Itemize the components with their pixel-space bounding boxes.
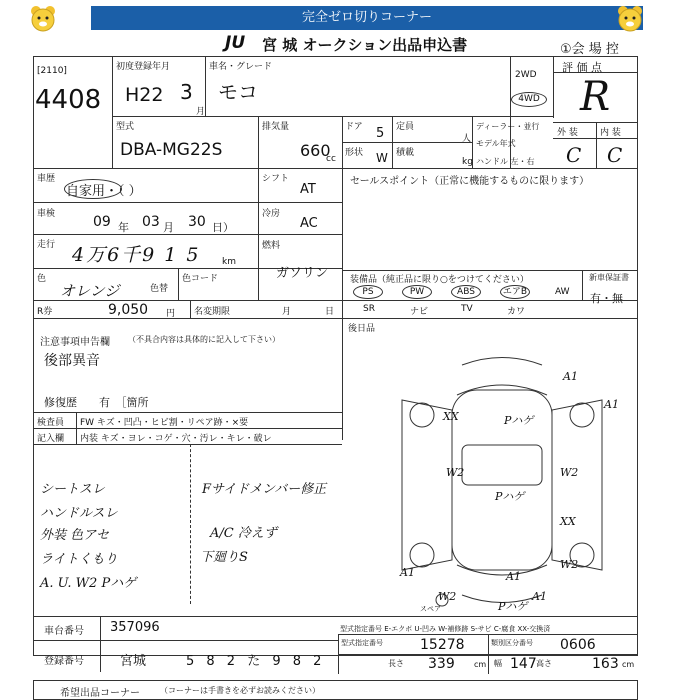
name-change-day: 日 (325, 307, 335, 317)
notes-hint: （不具合内容は具体的に記入して下さい） (128, 335, 280, 344)
load-unit: kg (462, 157, 473, 167)
height-label: 高さ (536, 659, 552, 668)
handwritten-right-3: 下廻りS (200, 550, 248, 565)
diagram-mark-w2-right: W2 (560, 466, 579, 479)
diagram-mark-a1-rear-left: A1 (400, 566, 415, 579)
inspection-day: 30 (188, 214, 206, 230)
recycle-label: R券 (37, 307, 53, 317)
diagram-mark-a1-bumper: A1 (532, 590, 547, 603)
equipment-label: 装備品（純正品に限り○をつけてください） (350, 275, 529, 285)
car-name-value: モコ (218, 80, 258, 104)
inspection-label: 車検 (37, 209, 56, 219)
color-value: オレンジ (60, 282, 120, 300)
equipment-navi: ナビ (410, 307, 429, 317)
evaluation-label: 評 価 点 (562, 61, 602, 74)
doors-value: 5 (376, 126, 385, 141)
doors-label: ドア (345, 122, 363, 132)
equipment-aw: AW (555, 287, 570, 297)
plate-label: 登録番号 (44, 656, 84, 667)
registration-month-unit: 月 (196, 107, 206, 117)
handwritten-left-2: ハンドルスレ (40, 506, 118, 521)
warranty-label: 新車保証書 (589, 273, 629, 282)
usage-label: 車歴 (37, 174, 56, 184)
color-code-label: 色コード (182, 274, 219, 284)
fuel-value: ガソリン (276, 266, 329, 281)
later-items-label: 後日品 (348, 324, 376, 334)
diagram-mark-phage-bumper: Pハゲ (498, 600, 528, 613)
handwritten-left-4: ライトくもり (40, 552, 118, 567)
plate-number: 5 8 2 た 9 8 2 (186, 654, 326, 669)
usage-value: 自家用・（ ） (66, 184, 142, 199)
height-unit: cm (622, 660, 635, 669)
inspector-row2: 内装 キズ・ヨレ・コゲ・穴・汚レ・キレ・破レ (80, 434, 272, 444)
exterior-label: 外 装 (557, 128, 578, 138)
fuel-label: 燃料 (262, 241, 281, 251)
equipment-pw: PW (402, 285, 432, 299)
color-change-label: 色替 (150, 284, 169, 294)
diagram-mark-xx-right-rear: XX (560, 515, 576, 528)
recycle-value: 9,050 (108, 302, 149, 318)
notes-label: 注意事項申告欄 (40, 337, 110, 348)
inspection-day-unit: 日） (212, 221, 234, 234)
lot-code: [2110] (37, 66, 67, 76)
diagram-mark-w2-bumper: W2 (438, 590, 457, 603)
diagram-mark-a1-right: A1 (604, 398, 619, 411)
lot-number: 4408 (35, 85, 102, 115)
displacement-unit: cc (326, 154, 336, 164)
body-shape-label: 形状 (345, 148, 364, 158)
equipment-sr: SR (363, 304, 375, 314)
handwritten-right-1: Fサイドメンバー修正 (202, 482, 327, 497)
car-damage-diagram (342, 340, 638, 615)
name-change-label: 名変期限 (194, 307, 231, 317)
displacement-label: 排気量 (262, 122, 290, 132)
interior-grade: C (607, 143, 623, 167)
venue-copy-label: ①会 場 控 (560, 42, 619, 57)
chassis-value: 357096 (110, 620, 160, 635)
bear-mascot-icon (615, 4, 645, 34)
equipment-ps: PS (353, 285, 383, 299)
color-label: 色 (37, 274, 47, 284)
equipment-abs: ABS (451, 285, 481, 299)
footer-label: 希望出品コーナー (60, 688, 140, 699)
chassis-label: 車台番号 (44, 626, 84, 637)
equipment-airbag: エアB (500, 285, 530, 299)
drive-4wd-circled: 4WD (511, 92, 547, 107)
inspector-row1: FW キズ・凹凸・ヒビ割・リペア跡・×要 (80, 418, 249, 428)
warranty-value: 有・無 (590, 292, 623, 305)
mark-label: 記入欄 (37, 434, 65, 444)
diagram-mark-w2-left: W2 (446, 466, 465, 479)
model-number-label: 型式指定番号 (341, 639, 383, 647)
usage-circle-mark (64, 179, 122, 199)
equipment-tv: TV (461, 304, 473, 314)
body-shape-value: W (376, 151, 388, 165)
width-value: 147 (510, 656, 537, 672)
shift-value: AT (300, 182, 316, 197)
cooling-label: 冷房 (262, 209, 281, 219)
diagram-mark-phage-roof: Pハゲ (495, 490, 525, 503)
shift-label: シフト (262, 174, 290, 184)
handwritten-right-2: A/C 冷えず (210, 526, 277, 541)
registration-label: 初度登録年月 (116, 62, 171, 72)
repair-history: 修復歴 有 ［箇所 (44, 396, 149, 409)
class-number-value: 0606 (560, 637, 596, 653)
dimension-legend: 型式指定番号 E-エクボ U-凹み W-補修跡 S-サビ C-腐食 XX-交換済 (340, 625, 551, 633)
dealer-import-label: ディーラー・並行 (476, 122, 540, 131)
height-value: 163 (592, 656, 619, 672)
length-label: 長さ (388, 659, 404, 668)
load-label: 積載 (396, 148, 415, 158)
evaluation-score: R (580, 74, 611, 120)
inspector-label: 検査員 (37, 418, 65, 428)
diagram-spare-label: スペア (420, 605, 441, 613)
class-number-label: 類別区分番号 (491, 639, 533, 647)
handwritten-left-1: シートスレ (40, 482, 105, 497)
diagram-mark-phage-hood: Pハゲ (504, 414, 534, 427)
car-name-label: 車名・グレード (209, 62, 273, 72)
length-unit: cm (474, 660, 487, 669)
recycle-unit: 円 (166, 309, 176, 319)
model-number-value: 15278 (420, 637, 465, 653)
capacity-label: 定員 (396, 122, 415, 132)
diagram-mark-a1-rear: A1 (506, 570, 521, 583)
name-change-month: 月 (282, 307, 292, 317)
equipment-kawa: カワ (507, 307, 526, 317)
inspection-month-unit: 月 (163, 221, 174, 234)
exterior-grade: C (566, 143, 582, 167)
handle-label: ハンドル 左・右 (476, 157, 535, 166)
model-label: 型式 (116, 122, 135, 132)
handwritten-left-5: A. U. W2 Pハゲ (40, 576, 137, 591)
width-label: 幅 (494, 659, 502, 668)
mileage-unit: km (222, 257, 236, 267)
diagram-mark-xx-left-front: XX (443, 410, 459, 423)
mileage-value: 4万6千9 1 5 (72, 244, 201, 266)
footer-hint: （コーナーは手書きを必ずお読みください） (160, 686, 320, 695)
inspection-year-unit: 年 (118, 221, 129, 234)
registration-month: 3 (180, 80, 193, 104)
model-year-label: モデル年式 (476, 139, 516, 148)
displacement-value: 660 (300, 141, 331, 160)
diagram-mark-w2-rear-right: W2 (560, 558, 579, 571)
handwritten-left-3: 外装 色アセ (40, 528, 110, 543)
banner-title: 完全ゼロ切りコーナー (91, 6, 643, 30)
sales-point-label: セールスポイント（正常に機能するものに限ります） (350, 176, 590, 187)
length-value: 339 (428, 656, 455, 672)
drive-2wd: 2WD (515, 70, 537, 80)
notes-line1: 後部異音 (44, 353, 100, 369)
form-title: 宮 城 オークション出品申込書 (262, 36, 468, 54)
diagram-mark-a1-front-right: A1 (563, 370, 578, 383)
capacity-unit: 人 (462, 134, 472, 144)
inspection-month: 03 (142, 214, 160, 230)
plate-city: 宮城 (120, 654, 147, 669)
mileage-label: 走行 (37, 240, 56, 250)
registration-era: H22 (125, 84, 164, 106)
model-value: DBA-MG22S (120, 140, 223, 160)
ju-logo: JU (225, 33, 246, 53)
interior-label: 内 装 (600, 128, 621, 138)
cooling-value: AC (300, 216, 318, 231)
bear-mascot-icon (28, 4, 58, 34)
inspection-year: 09 (93, 214, 111, 230)
